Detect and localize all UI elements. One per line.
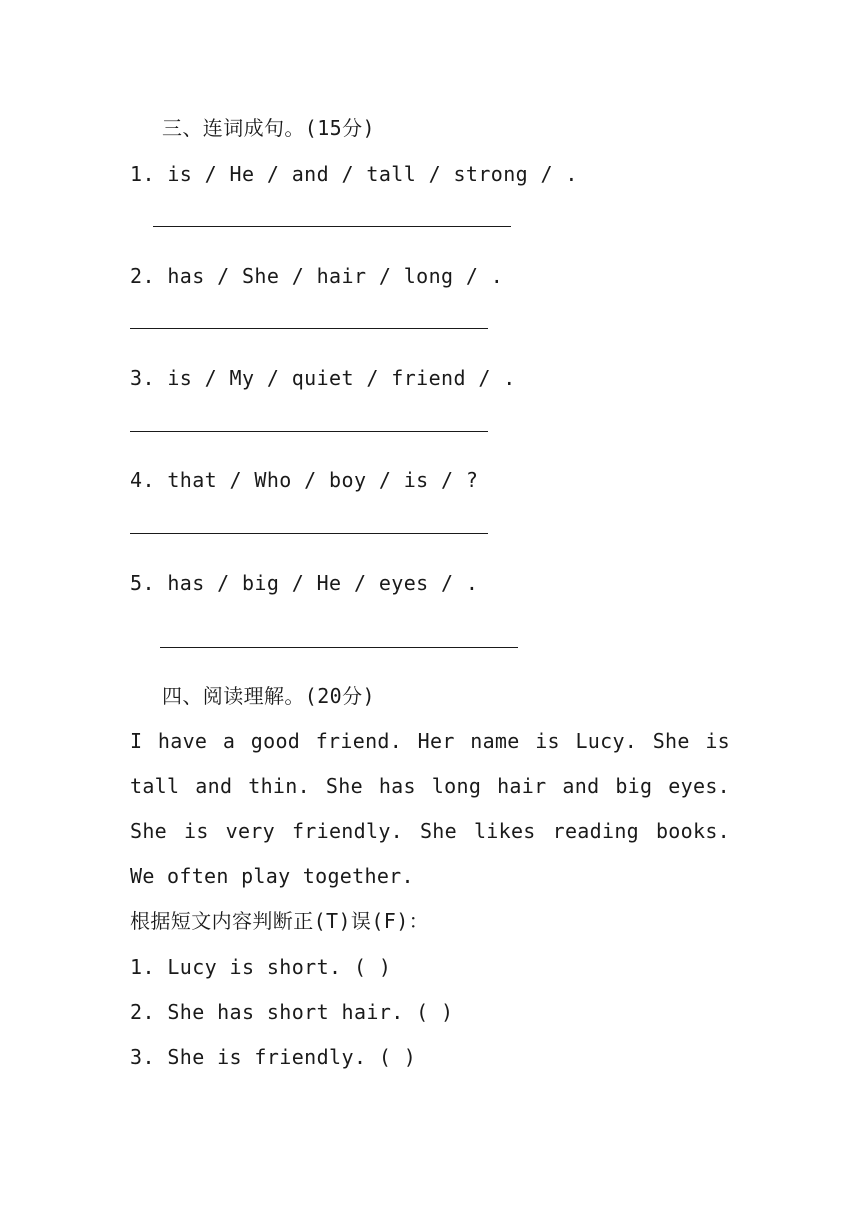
answer-line-5[interactable]: [160, 647, 518, 648]
answer-line-1[interactable]: [153, 226, 511, 227]
sentence-item-4: 4. that / Who / boy / is / ?: [130, 468, 479, 492]
answer-line-2[interactable]: [130, 328, 488, 329]
section-4-heading: 四、阅读理解。(20分): [162, 684, 375, 708]
tf-question-2: 2. She has short hair. ( ): [130, 1000, 454, 1024]
answer-line-4[interactable]: [130, 533, 488, 534]
sentence-item-1: 1. is / He / and / tall / strong / .: [130, 162, 578, 186]
reading-passage: I have a good friend. Her name is Lucy. She is tall and thin. She has long hair and big eyes. She is very friendly. She likes reading books. We often play together.: [130, 729, 730, 888]
tf-instruction: 根据短文内容判断正(T)误(F)：: [130, 909, 430, 933]
tf-question-1: 1. Lucy is short. ( ): [130, 955, 392, 979]
sentence-item-5: 5. has / big / He / eyes / .: [130, 571, 479, 595]
section-3-heading: 三、连词成句。(15分): [162, 116, 375, 140]
tf-question-3: 3. She is friendly. ( ): [130, 1045, 417, 1069]
sentence-item-3: 3. is / My / quiet / friend / .: [130, 366, 516, 390]
sentence-item-2: 2. has / She / hair / long / .: [130, 264, 504, 288]
answer-line-3[interactable]: [130, 431, 488, 432]
